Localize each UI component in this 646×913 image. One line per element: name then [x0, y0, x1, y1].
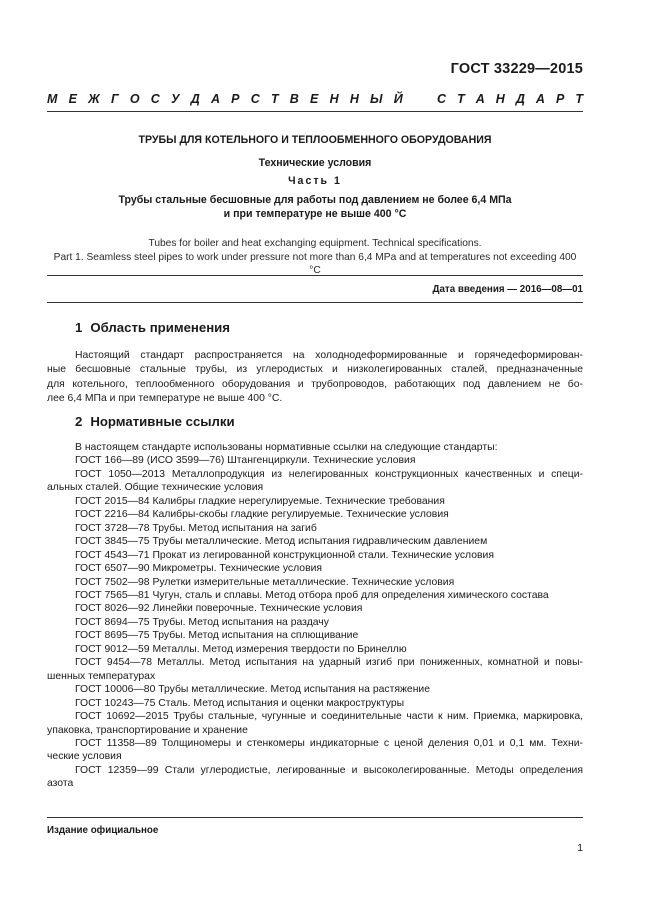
banner-letter: М [47, 92, 58, 106]
banner-letter: С [437, 92, 447, 106]
reference-text: ГОСТ 8694—75 Трубы. Метод испытания на раздачу [75, 616, 329, 628]
part-title-line-1: Трубы стальные бесшовные для работы под давлением не более 6,4 МПа [118, 194, 512, 206]
section-2-heading [75, 414, 235, 429]
banner-word-standard [437, 92, 583, 108]
section-1-paragraph [47, 349, 583, 407]
reference-text: ГОСТ 4543—71 Прокат из легированной конструкционной стали. Технические условия [75, 549, 494, 561]
banner-letter: А [210, 92, 220, 106]
reference-text: ГОСТ 8026—92 Линейки поверочные. Технические условия [75, 603, 363, 615]
reference-text: ГОСТ 2015—84 Калибры гладкие нерегулируемые. Технические требования [75, 495, 445, 507]
english-title [47, 237, 583, 278]
reference-item [47, 737, 583, 764]
reference-text: ГОСТ 166—89 (ИСО 3599—76) Штангенциркули. Технические условия [75, 455, 416, 467]
reference-text: ГОСТ 2216—84 Калибры-скобы гладкие регулируемые. Технические условия [75, 509, 449, 521]
official-edition-label: Издание официальное [47, 825, 159, 836]
reference-text: ГОСТ 7565—81 Чугун, сталь и сплавы. Метод отбора проб для определения химического состава [75, 589, 549, 601]
reference-text: ГОСТ 9012—59 Металлы. Метод измерения твердости по Бринеллю [75, 643, 407, 655]
reference-item [47, 710, 583, 737]
reference-text: ГОСТ 10243—75 Сталь. Метод испытания и оценки макроструктуры [75, 697, 405, 709]
reference-text: ГОСТ 10006—80 Трубы металлические. Метод испытания на растяжение [75, 684, 431, 696]
banner-letter: Ж [88, 92, 100, 106]
section-1-number: 1 [75, 320, 83, 335]
reference-item [47, 495, 583, 508]
banner-letter: Н [329, 92, 339, 106]
reference-item [47, 629, 583, 642]
section-1-line: ные бесшовные стальные трубы, из углеродистых и низколегированных сталей, предназначенные [47, 364, 583, 376]
reference-text: ГОСТ 6507—90 Микрометры. Технические условия [75, 563, 323, 575]
reference-item [47, 616, 583, 629]
section-1-line: Настоящий стандарт распространяется на холоднодеформированные и горячедеформирован- [75, 350, 583, 361]
reference-item [47, 576, 583, 589]
reference-item [47, 468, 583, 495]
footer-rule [47, 817, 583, 818]
standard-number: ГОСТ 33229—2015 [450, 61, 583, 77]
reference-item [47, 643, 583, 656]
date-rule [47, 302, 583, 303]
part-title [47, 194, 583, 221]
banner-letter: А [535, 92, 545, 106]
reference-item [47, 656, 583, 683]
reference-text: ГОСТ 9454—78 Металлы. Метод испытания на ударный изгиб при пониженных, комнатной и повы-шенных температурах [47, 657, 583, 682]
section-1-line: лее 6,4 МПа и при температуре не выше 400 °С. [47, 393, 283, 405]
reference-item [47, 535, 583, 548]
banner-letter: Р [555, 92, 565, 106]
banner-letter: А [475, 92, 485, 106]
page-number: 1 [577, 843, 583, 854]
banner-letter: С [150, 92, 160, 106]
banner-letter: У [171, 92, 180, 106]
reference-text: ГОСТ 8695—75 Трубы. Метод испытания на сплющивание [75, 630, 359, 642]
reference-text: ГОСТ 10692—2015 Трубы стальные, чугунные и соединительные части к ним. Приемка, маркировка, упаковка, транспортирование и хранение [47, 711, 583, 736]
banner-word-interstate [47, 92, 403, 108]
part-title-line-2: и при температуре не выше 400 °С [223, 207, 407, 220]
reference-item [47, 764, 583, 791]
document-title: ТРУБЫ ДЛЯ КОТЕЛЬНОГО И ТЕПЛООБМЕННОГО ОБОРУДОВАНИЯ [138, 134, 492, 146]
banner-letter: Н [349, 92, 359, 106]
banner-letter: Д [190, 92, 200, 106]
reference-item [47, 562, 583, 575]
references-intro [47, 441, 583, 454]
effective-date: Дата введения — 2016—08—01 [432, 284, 583, 295]
document-subtitle: Технические условия [258, 157, 372, 169]
reference-item [47, 522, 583, 535]
banner-letter: Т [457, 92, 465, 106]
section-1-title: Область применения [90, 320, 230, 335]
banner-letter: Н [495, 92, 505, 106]
english-title-line-2: Part 1. Seamless steel pipes to work under pressure not more than 6,4 MPa and at temperatures not exceeding 400 °C [53, 251, 577, 276]
banner-letter: Е [68, 92, 77, 106]
banner-letter: Ы [370, 92, 383, 106]
normative-references-list [47, 441, 583, 791]
section-2-number: 2 [75, 414, 83, 429]
reference-item [47, 508, 583, 521]
header-rule [47, 111, 583, 112]
reference-text: ГОСТ 12359—99 Стали углеродистые, легированные и высоколегированные. Методы определения азота [47, 764, 583, 790]
reference-text: ГОСТ 1050—2013 Металлопродукция из нелегированных конструкционных качественных и специ-альных сталей. Общие технические условия [47, 468, 583, 494]
interstate-standard-banner [47, 92, 583, 108]
english-title-line-1: Tubes for boiler and heat exchanging equipment. Technical specifications. [148, 238, 482, 249]
banner-letter: Т [270, 92, 279, 106]
reference-item [47, 683, 583, 696]
banner-letter: Й [393, 92, 403, 106]
banner-letter: О [129, 92, 140, 106]
reference-text: ГОСТ 3845—75 Трубы металлические. Метод испытания гидравлическим давлением [75, 536, 488, 548]
reference-item [47, 602, 583, 615]
banner-letter: Р [231, 92, 240, 106]
reference-item [47, 454, 583, 467]
banner-letter: Г [110, 92, 119, 106]
banner-letter: Е [310, 92, 319, 106]
reference-item [47, 549, 583, 562]
banner-letter: Т [575, 92, 583, 106]
reference-item [47, 697, 583, 710]
reference-text: ГОСТ 7502—98 Рулетки измерительные металлические. Технические условия [75, 576, 455, 588]
banner-letter: Д [515, 92, 525, 106]
section-1-line: для котельного, теплообменного оборудования и трубопроводов, работающих под давлением не бо- [47, 378, 583, 390]
banner-letter: В [289, 92, 299, 106]
title-block-rule [47, 275, 583, 276]
reference-text: ГОСТ 3728—78 Трубы. Метод испытания на загиб [75, 522, 317, 534]
section-1-heading [75, 320, 230, 335]
banner-letter: С [250, 92, 260, 106]
reference-text: ГОСТ 11358—89 Толщиномеры и стенкомеры индикаторные с ценой деления 0,01 и 0,1 мм. Техни-ческие условия [47, 737, 583, 763]
reference-text: В настоящем стандарте использованы нормативные ссылки на следующие стандарты: [75, 442, 498, 453]
reference-item [47, 589, 583, 602]
part-label: Часть 1 [288, 175, 342, 187]
section-2-title: Нормативные ссылки [90, 414, 235, 429]
